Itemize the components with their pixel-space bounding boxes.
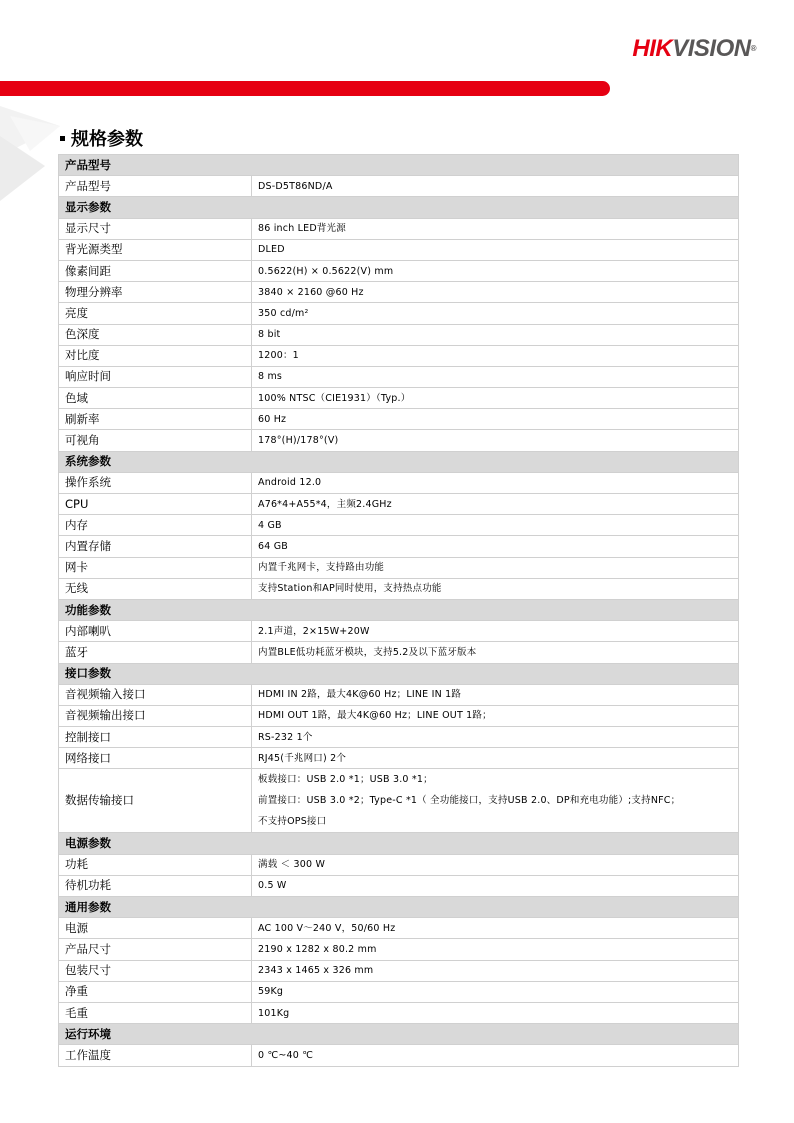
spec-row [59,176,739,197]
logo-text-gray: VISION [672,35,751,62]
title-bullet-icon [60,136,65,141]
spec-value: 内置千兆网卡，支持路由功能 [252,557,739,578]
spec-value: 2343 x 1465 x 326 mm [252,960,739,981]
spec-value: 101Kg [252,1002,739,1023]
spec-value: 3840 × 2160 @60 Hz [252,282,739,303]
spec-group-header [59,599,739,620]
spec-label: 待机功耗 [59,875,252,896]
spec-group-title: 通用参数 [59,897,739,918]
spec-value: 86 inch LED背光源 [252,218,739,239]
spec-value: AC 100 V～240 V，50/60 Hz [252,918,739,939]
spec-value: RS-232 1个 [252,727,739,748]
spec-row [59,515,739,536]
spec-row [59,282,739,303]
spec-label: 毛重 [59,1002,252,1023]
spec-value: 支持Station和AP同时使用，支持热点功能 [252,578,739,599]
spec-value: 350 cd/m² [252,303,739,324]
spec-label: 背光源类型 [59,239,252,260]
header-red-bar [0,81,610,96]
spec-label: 网卡 [59,557,252,578]
spec-row [59,260,739,281]
spec-label: 内置存储 [59,536,252,557]
spec-group-header [59,451,739,472]
spec-row [59,494,739,515]
spec-value: 100% NTSC（CIE1931）（Typ.） [252,388,739,409]
spec-value: 内置BLE低功耗蓝牙模块，支持5.2及以下蓝牙版本 [252,642,739,663]
spec-value [252,769,739,833]
spec-group-title: 系统参数 [59,451,739,472]
spec-value: DLED [252,239,739,260]
spec-value: Android 12.0 [252,472,739,493]
spec-group-title: 产品型号 [59,155,739,176]
spec-label: 音视频输入接口 [59,684,252,705]
section-title [60,128,143,152]
spec-label: 控制接口 [59,727,252,748]
spec-group-header [59,197,739,218]
spec-row [59,430,739,451]
spec-label: 网络接口 [59,748,252,769]
spec-group-header [59,663,739,684]
spec-row [59,409,739,430]
spec-group-header [59,833,739,854]
spec-label: 产品型号 [59,176,252,197]
logo-registered-mark: ® [750,44,756,53]
spec-label: 内部喇叭 [59,621,252,642]
spec-group-title: 功能参数 [59,599,739,620]
spec-value: HDMI IN 2路，最大4K@60 Hz；LINE IN 1路 [252,684,739,705]
spec-row [59,366,739,387]
spec-value: 0 ℃~40 ℃ [252,1045,739,1066]
spec-value: 8 ms [252,366,739,387]
spec-group-header [59,155,739,176]
spec-label: 可视角 [59,430,252,451]
spec-row [59,324,739,345]
spec-row [59,239,739,260]
spec-row [59,578,739,599]
spec-row [59,557,739,578]
spec-value-line: 板载接口：USB 2.0 *1；USB 3.0 *1； [258,774,433,786]
spec-row [59,875,739,896]
spec-label: 显示尺寸 [59,218,252,239]
spec-row [59,981,739,1002]
spec-row [59,1002,739,1023]
spec-label: 包装尺寸 [59,960,252,981]
spec-label: 对比度 [59,345,252,366]
spec-row [59,1045,739,1066]
spec-value: 2190 x 1282 x 80.2 mm [252,939,739,960]
spec-group-header [59,897,739,918]
spec-row [59,939,739,960]
spec-row [59,303,739,324]
spec-label: 功耗 [59,854,252,875]
spec-table [58,154,739,1067]
spec-group-title: 运行环境 [59,1024,739,1045]
spec-row [59,621,739,642]
section-title-text: 规格参数 [71,129,143,150]
spec-label: 内存 [59,515,252,536]
spec-row [59,218,739,239]
spec-label: 响应时间 [59,366,252,387]
spec-row [59,388,739,409]
spec-value: 64 GB [252,536,739,557]
spec-label: 工作温度 [59,1045,252,1066]
spec-row [59,854,739,875]
spec-row [59,727,739,748]
spec-value: RJ45(千兆网口) 2个 [252,748,739,769]
spec-value-line: 前置接口：USB 3.0 *2；Type-C *1（ 全功能接口，支持USB 2.0、DP和充电功能）;支持NFC； [258,795,681,807]
spec-label: 亮度 [59,303,252,324]
spec-value: 2.1声道，2×15W+20W [252,621,739,642]
logo-text-red: HIK [632,35,673,62]
spec-group-title: 显示参数 [59,197,739,218]
spec-group-header [59,1024,739,1045]
spec-group-title: 电源参数 [59,833,739,854]
spec-value: 60 Hz [252,409,739,430]
spec-label: 数据传输接口 [59,769,252,833]
spec-label: 净重 [59,981,252,1002]
spec-label: 电源 [59,918,252,939]
spec-value: A76*4+A55*4，主频2.4GHz [252,494,739,515]
spec-label: 像素间距 [59,260,252,281]
spec-row [59,472,739,493]
spec-row [59,918,739,939]
spec-label: 操作系统 [59,472,252,493]
spec-value: 满载 ＜ 300 W [252,854,739,875]
spec-row [59,748,739,769]
spec-value: 0.5622(H) × 0.5622(V) mm [252,260,739,281]
spec-label: 无线 [59,578,252,599]
spec-value: DS-D5T86ND/A [252,176,739,197]
spec-row [59,705,739,726]
spec-value: 59Kg [252,981,739,1002]
spec-value: 178°(H)/178°(V) [252,430,739,451]
spec-label: 产品尺寸 [59,939,252,960]
spec-label: 物理分辨率 [59,282,252,303]
spec-row [59,684,739,705]
spec-group-title: 接口参数 [59,663,739,684]
spec-row [59,642,739,663]
spec-value-line: 不支持OPS接口 [258,816,327,828]
spec-row [59,536,739,557]
hikvision-logo [632,36,756,62]
spec-label: 音视频输出接口 [59,705,252,726]
spec-label: 色域 [59,388,252,409]
spec-row [59,960,739,981]
spec-value: 4 GB [252,515,739,536]
spec-row [59,769,739,833]
spec-value: 1200：1 [252,345,739,366]
spec-label: 色深度 [59,324,252,345]
spec-label: 蓝牙 [59,642,252,663]
spec-value: HDMI OUT 1路，最大4K@60 Hz；LINE OUT 1路； [252,705,739,726]
spec-label: CPU [59,494,252,515]
spec-value: 0.5 W [252,875,739,896]
spec-value: 8 bit [252,324,739,345]
spec-label: 刷新率 [59,409,252,430]
spec-row [59,345,739,366]
